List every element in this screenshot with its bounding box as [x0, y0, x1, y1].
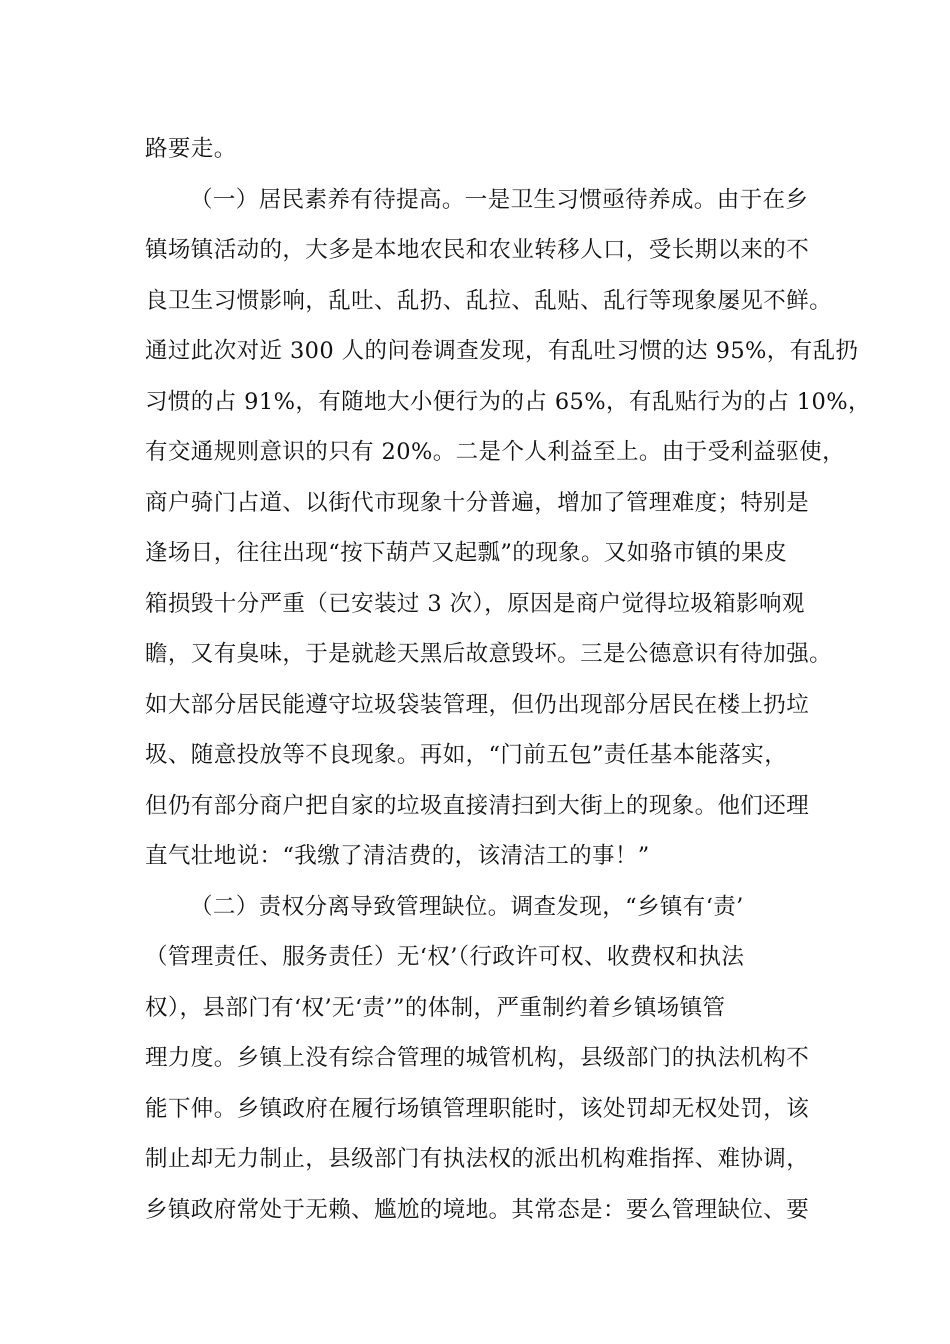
- text-line: 圾、随意投放等不良现象。再如，“门前五包”责任基本能落实，: [145, 742, 788, 768]
- text-line: 逢场日，往往出现“按下葫芦又起瓢”的现象。又如骆市镇的果皮: [145, 540, 788, 566]
- text-line: 习惯的占 91%，有随地大小便行为的占 65%，有乱贴行为的占 10%，: [145, 389, 871, 415]
- text-line: 路要走。: [145, 136, 237, 162]
- text-line: 良卫生习惯影响，乱吐、乱扔、乱拉、乱贴、乱行等现象屡见不鲜。: [145, 288, 833, 314]
- text-line: 通过此次对近 300 人的问卷调查发现，有乱吐习惯的达 95%，有乱扔: [145, 338, 859, 364]
- text-line: （管理责任、服务责任）无‘权’（行政许可权、收费权和执法: [145, 944, 745, 970]
- text-line: 权），县部门有‘权’无‘责’”的体制，严重制约着乡镇场镇管: [145, 995, 726, 1021]
- text-line: 有交通规则意识的只有 20%。二是个人利益至上。由于受利益驱使，: [145, 439, 845, 465]
- paragraph-1-heading-line: （一）居民素养有待提高。一是卫生习惯亟待养成。由于在乡: [190, 187, 809, 213]
- text-line: 制止却无力制止，县级部门有执法权的派出机构难指挥、难协调，: [145, 1146, 810, 1172]
- text-line: 但仍有部分商户把自家的垃圾直接清扫到大街上的现象。他们还理: [145, 793, 810, 819]
- text-line: 乡镇政府常处于无赖、尴尬的境地。其常态是：要么管理缺位、要: [145, 1197, 810, 1223]
- text-line: 如大部分居民能遵守垃圾袋装管理，但仍出现部分居民在楼上扔垃: [145, 692, 810, 718]
- text-line: 理力度。乡镇上没有综合管理的城管机构，县级部门的执法机构不: [145, 1045, 810, 1071]
- text-line: 镇场镇活动的，大多是本地农民和农业转移人口，受长期以来的不: [145, 237, 810, 263]
- text-line: 商户骑门占道、以街代市现象十分普遍，增加了管理难度；特别是: [145, 490, 810, 516]
- text-line: 直气壮地说：“我缴了清洁费的，该清洁工的事！”: [145, 843, 650, 869]
- text-line: 箱损毁十分严重（已安装过 3 次），原因是商户觉得垃圾箱影响观: [145, 591, 805, 617]
- paragraph-2-heading-line: （二）责权分离导致管理缺位。调查发现，“乡镇有‘责’: [190, 894, 744, 920]
- text-line: 瞻，又有臭味，于是就趁天黑后故意毁坏。三是公德意识有待加强。: [145, 641, 833, 667]
- text-line: 能下伸。乡镇政府在履行场镇管理职能时，该处罚却无权处罚，该: [145, 1096, 810, 1122]
